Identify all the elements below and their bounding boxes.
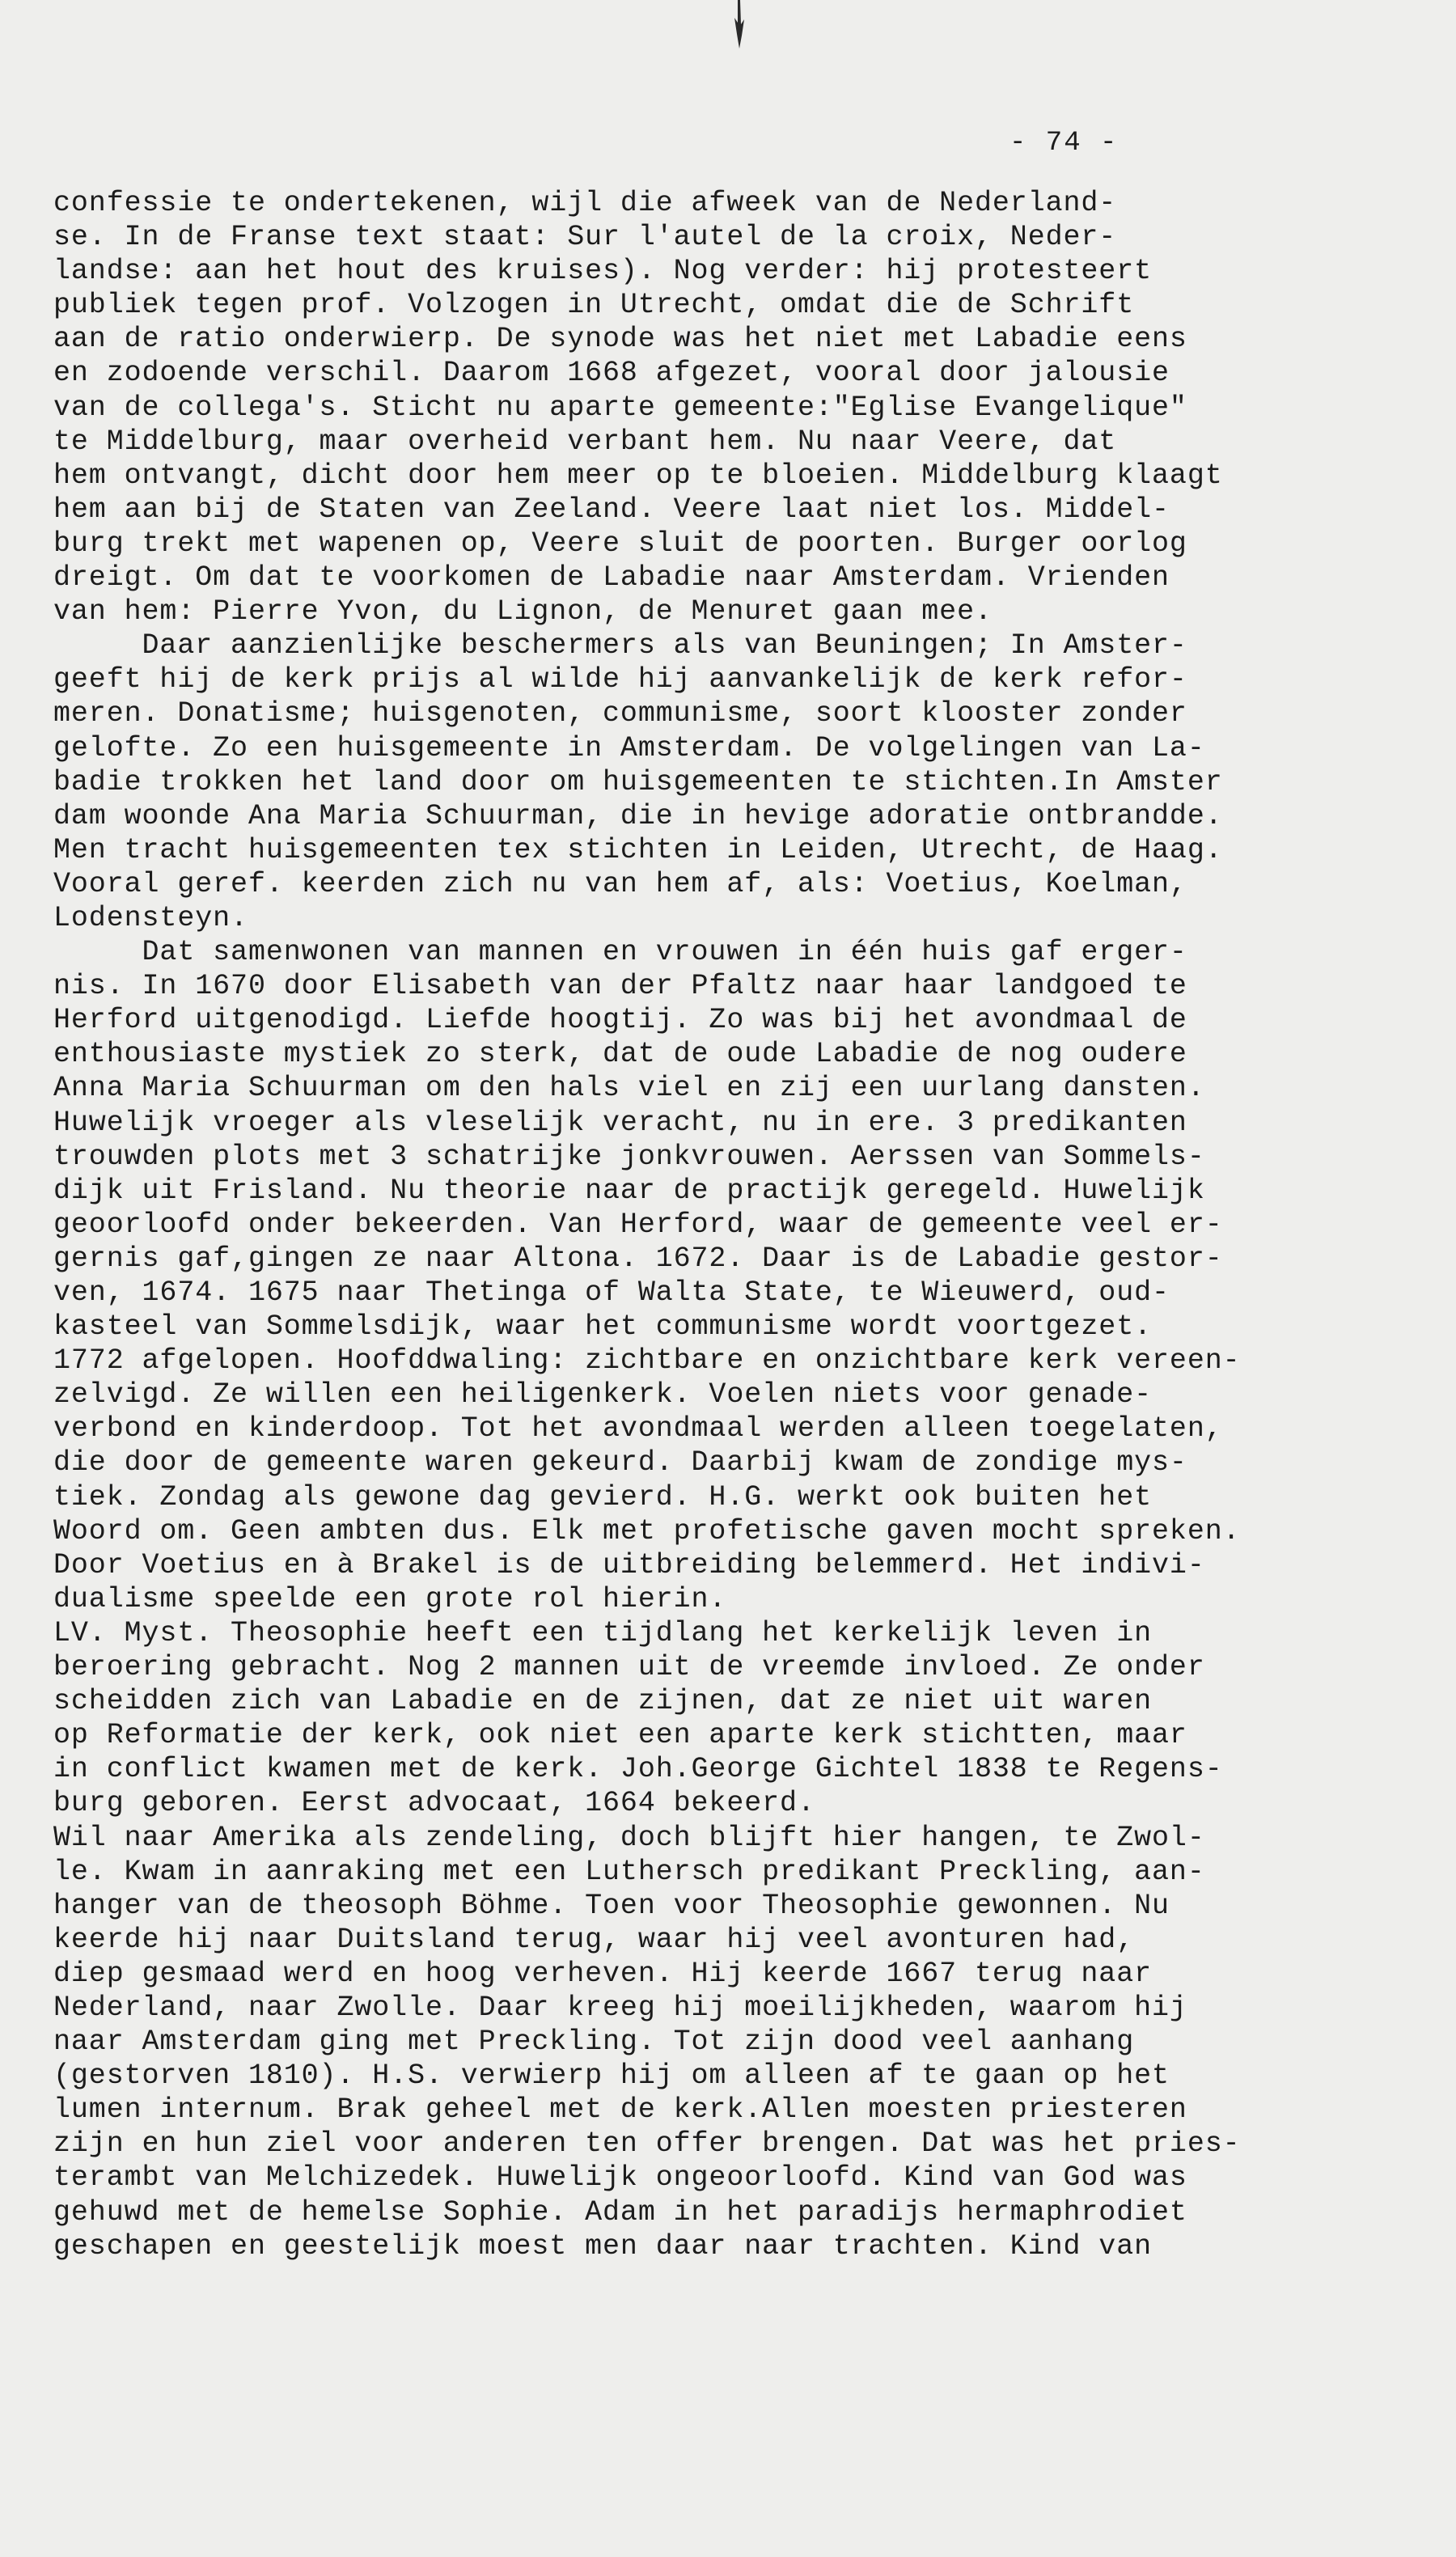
text-line: le. Kwam in aanraking met een Luthersch predikant Preckling, aan- (53, 1855, 1205, 1888)
text-line: Anna Maria Schuurman om den hals viel en zij een uurlang dansten. (53, 1072, 1205, 1105)
text-line: in conflict kwamen met de kerk. Joh.George Gichtel 1838 te Regens- (53, 1753, 1223, 1786)
text-line: 1772 afgelopen. Hoofddwaling: zichtbare en onzichtbare kerk vereen- (53, 1344, 1241, 1378)
text-line: Lodensteyn. (53, 901, 248, 934)
text-line: LV. Myst. Theosophie heeft een tijdlang het kerkelijk leven in (53, 1616, 1153, 1649)
text-line: terambt van Melchizedek. Huwelijk ongeoorloofd. Kind van God was (53, 2161, 1187, 2195)
text-line: verbond en kinderdoop. Tot het avondmaal werden alleen toegelaten, (53, 1412, 1223, 1446)
text-line: Nederland, naar Zwolle. Daar kreeg hij moeilijkheden, waarom hij (53, 1991, 1187, 2024)
text-line: Men tracht huisgemeenten tex stichten in Leiden, Utrecht, de Haag. (53, 833, 1223, 866)
text-line: ven, 1674. 1675 naar Thetinga of Walta State, te Wieuwerd, oud- (53, 1276, 1170, 1309)
body-text (53, 186, 1437, 2297)
page-number: - 74 - (1009, 128, 1119, 159)
text-line: lumen internum. Brak geheel met de kerk.Allen moesten priesteren (53, 2093, 1187, 2127)
text-line: burg geboren. Eerst advocaat, 1664 bekeerd. (53, 1787, 815, 1820)
text-line: dijk uit Frisland. Nu theorie naar de practijk geregeld. Huwelijk (53, 1174, 1205, 1207)
text-line: geschapen en geestelijk moest men daar naar trachten. Kind van (53, 2229, 1153, 2263)
text-line: dualisme speelde een grote rol hierin. (53, 1582, 727, 1615)
text-line: zelvigd. Ze willen een heiligenkerk. Voelen niets voor genade- (53, 1378, 1153, 1412)
text-line: naar Amsterdam ging met Preckling. Tot zijn dood veel aanhang (53, 2026, 1135, 2059)
text-line: hem ontvangt, dicht door hem meer op te bloeien. Middelburg klaagt (53, 459, 1223, 492)
text-line: Vooral geref. keerden zich nu van hem af, als: Voetius, Koelman, (53, 867, 1187, 900)
text-line: scheidden zich van Labadie en de zijnen, dat ze niet uit waren (53, 1685, 1153, 1718)
text-line (53, 2263, 1437, 2297)
text-line: Herford uitgenodigd. Liefde hoogtij. Zo was bij het avondmaal de (53, 1004, 1187, 1037)
text-line: tiek. Zondag als gewone dag gevierd. H.G. werkt ook buiten het (53, 1480, 1153, 1513)
text-line: zijn en hun ziel voor anderen ten offer brengen. Dat was het pries- (53, 2127, 1241, 2161)
text-line: Dat samenwonen van mannen en vrouwen in één huis gaf erger- (53, 936, 1187, 969)
text-line: (gestorven 1810). H.S. verwierp hij om alleen af te gaan op het (53, 2060, 1170, 2093)
text-line: gernis gaf,gingen ze naar Altona. 1672. Daar is de Labadie gestor- (53, 1242, 1223, 1275)
text-line: Woord om. Geen ambten dus. Elk met profetische gaven mocht spreken. (53, 1514, 1241, 1547)
text-line: Door Voetius en à Brakel is de uitbreiding belemmerd. Het indivi- (53, 1548, 1205, 1581)
text-line: en zodoende verschil. Daarom 1668 afgezet, vooral door jalousie (53, 357, 1170, 390)
text-line: kasteel van Sommelsdijk, waar het communisme wordt voortgezet. (53, 1310, 1153, 1344)
text-line: geeft hij de kerk prijs al wilde hij aanvankelijk de kerk refor- (53, 663, 1187, 696)
text-line: badie trokken het land door om huisgemeenten te stichten.In Amster (53, 765, 1223, 798)
text-line: aan de ratio onderwierp. De synode was het niet met Labadie eens (53, 323, 1187, 356)
text-line: gelofte. Zo een huisgemeente in Amsterdam. De volgelingen van La- (53, 731, 1205, 764)
text-line: dreigt. Om dat te voorkomen de Labadie naar Amsterdam. Vrienden (53, 561, 1170, 595)
text-line: dam woonde Ana Maria Schuurman, die in hevige adoratie ontbrandde. (53, 799, 1223, 832)
text-line: die door de gemeente waren gekeurd. Daarbij kwam de zondige mys- (53, 1446, 1187, 1480)
text-line: trouwden plots met 3 schatrijke jonkvrouwen. Aerssen van Sommels- (53, 1140, 1205, 1173)
binding-mark (730, 0, 749, 49)
text-line: van hem: Pierre Yvon, du Lignon, de Menuret gaan mee. (53, 595, 993, 629)
text-line: gehuwd met de hemelse Sophie. Adam in het paradijs hermaphrodiet (53, 2195, 1187, 2229)
text-line: nis. In 1670 door Elisabeth van der Pfaltz naar haar landgoed te (53, 970, 1187, 1003)
text-line: hanger van de theosoph Böhme. Toen voor Theosophie gewonnen. Nu (53, 1889, 1170, 1922)
text-line: meren. Donatisme; huisgenoten, communisme, soort klooster zonder (53, 697, 1187, 730)
text-line: te Middelburg, maar overheid verbant hem. Nu naar Veere, dat (53, 425, 1117, 458)
text-line: van de collega's. Sticht nu aparte gemeente:"Eglise Evangelique" (53, 391, 1187, 424)
text-line: keerde hij naar Duitsland terug, waar hij veel avonturen had, (53, 1923, 1135, 1956)
text-line: diep gesmaad werd en hoog verheven. Hij keerde 1667 terug naar (53, 1957, 1153, 1990)
text-line: geoorloofd onder bekeerden. Van Herford, waar de gemeente veel er- (53, 1208, 1223, 1241)
text-line: enthousiaste mystiek zo sterk, dat de oude Labadie de nog oudere (53, 1038, 1187, 1071)
text-line: burg trekt met wapenen op, Veere sluit de poorten. Burger oorlog (53, 527, 1187, 560)
text-line: publiek tegen prof. Volzogen in Utrecht, omdat die de Schrift (53, 289, 1135, 322)
text-line: hem aan bij de Staten van Zeeland. Veere laat niet los. Middel- (53, 493, 1170, 526)
text-line: confessie te ondertekenen, wijl die afweek van de Nederland- (53, 187, 1117, 219)
text-line: Huwelijk vroeger als vleselijk veracht, nu in ere. 3 predikanten (53, 1106, 1187, 1139)
text-line: Wil naar Amerika als zendeling, doch blijft hier hangen, te Zwol- (53, 1821, 1205, 1854)
text-line: se. In de Franse text staat: Sur l'autel de la croix, Neder- (53, 221, 1117, 254)
text-line: landse: aan het hout des kruises). Nog verder: hij protesteert (53, 255, 1153, 288)
text-line: Daar aanzienlijke beschermers als van Beuningen; In Amster- (53, 629, 1187, 663)
text-line: op Reformatie der kerk, ook niet een aparte kerk stichtten, maar (53, 1719, 1187, 1752)
text-line: beroering gebracht. Nog 2 mannen uit de vreemde invloed. Ze onder (53, 1651, 1205, 1684)
